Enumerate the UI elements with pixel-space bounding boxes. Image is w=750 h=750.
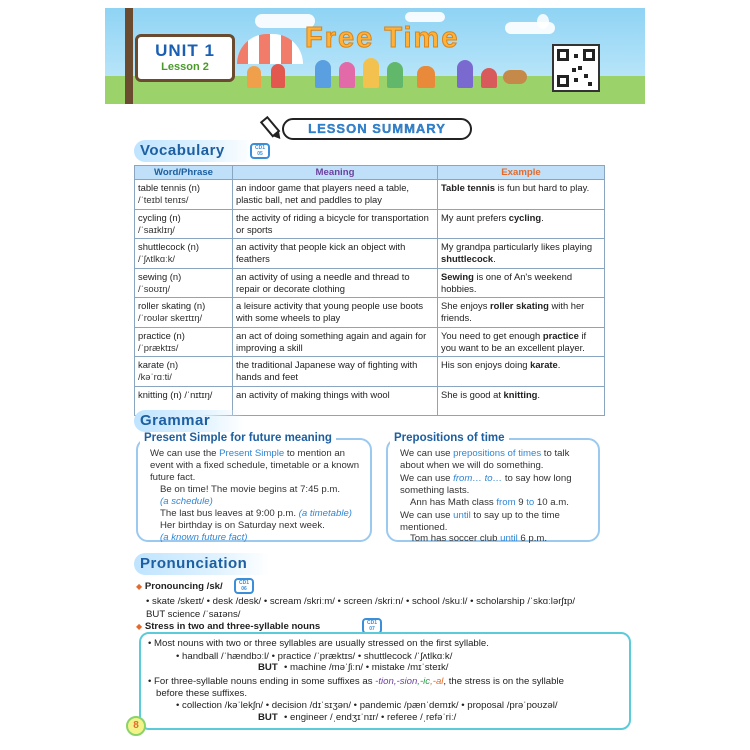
unit-title: UNIT 1 (155, 41, 215, 60)
sk-section-label: ◆ Pronouncing /sk/ (136, 581, 223, 592)
pronunciation-heading: Pronunciation (134, 553, 269, 575)
stress-but-2: BUT (258, 712, 278, 723)
vocab-ipa: /ˈʃʌtlkɑːk/ (138, 253, 175, 264)
person-illustration (363, 58, 379, 88)
cloud-decoration (405, 12, 445, 22)
example-timetable: The last bus leaves at 9:00 p.m. (a timetable) (160, 508, 352, 519)
vocab-meaning-cell: a leisure activity that young people use boots with some wheels to play (233, 298, 438, 328)
vocab-word-cell (135, 180, 233, 210)
column-header-example: Example (438, 166, 605, 180)
vocab-meaning-cell: an activity of using a needle and thread to repair or decorate clothing (233, 268, 438, 298)
vocab-word-cell (135, 357, 233, 387)
table-row (135, 327, 605, 357)
vocabulary-table (134, 165, 605, 416)
audio-cd-icon[interactable]: CD1 06 (234, 578, 254, 594)
vocab-ipa: /ˈteɪbl tenɪs/ (138, 194, 189, 205)
grammar-heading: Grammar (134, 410, 244, 432)
vocab-example-cell: Sewing is one of An's weekend hobbies. (438, 268, 605, 298)
table-row (135, 357, 605, 387)
umbrella-icon (237, 34, 303, 64)
signpost-icon (125, 8, 133, 104)
vocab-word: table tennis (n) (138, 182, 201, 193)
column-header-word: Word/Phrase (135, 166, 233, 180)
stress-rule-2-cont: before these suffixes. (156, 688, 248, 699)
vocab-word-cell (135, 209, 233, 239)
vocab-meaning-cell: an activity that people kick an object with feathers (233, 239, 438, 269)
prepositions-rule: We can use prepositions of times to talk about when we will do something. (400, 448, 570, 471)
vocab-word-cell (135, 298, 233, 328)
page-number: 8 (126, 716, 146, 736)
lesson-label: Lesson 2 (161, 61, 209, 73)
table-row (135, 298, 605, 328)
vocab-word: roller skating (n) (138, 300, 206, 311)
vocab-word: shuttlecock (n) (138, 241, 199, 252)
vocab-example-cell: My aunt prefers cycling. (438, 209, 605, 239)
stress-rule-1: • Most nouns with two or three syllables are usually stressed on the first syllable. (148, 638, 489, 649)
vocab-example-cell: She enjoys roller skating with her friends. (438, 298, 605, 328)
balloon-decoration (537, 14, 549, 29)
vocab-example-cell: Table tennis is fun but hard to play. (438, 180, 605, 210)
vocab-word: karate (n) (138, 359, 179, 370)
stress-exceptions-2: • engineer /ˌendʒɪˈnɪr/ • referee /ˌrefəˈriː/ (284, 712, 457, 723)
person-illustration (315, 60, 331, 88)
lesson-summary-banner (258, 112, 473, 142)
person-illustration (271, 64, 285, 88)
lesson-title: Free Time (305, 22, 460, 54)
table-header-row (135, 166, 605, 180)
stress-examples-2: • collection /kəˈlekʃn/ • decision /dɪˈsɪʒən/ • pandemic /pænˈdemɪk/ • proposal /prəˈpoʊzəl/ (176, 700, 558, 711)
sk-word-list: • skate /skeɪt/ • desk /desk/ • scream /skriːm/ • screen /skriːn/ • school /skuːl/ • scholarship /ˈskɑːlərʃɪp/ (146, 596, 575, 607)
until-rule: We can use until to say up to the time mentioned. (400, 510, 560, 533)
unit-signboard (135, 34, 235, 82)
until-example: Tom has soccer club until 6 p.m. (410, 533, 548, 544)
stress-exceptions-1: • machine /məˈʃiːn/ • mistake /mɪˈsteɪk/ (284, 662, 449, 673)
person-illustration (339, 62, 355, 88)
person-illustration (247, 66, 261, 88)
vocab-word: practice (n) (138, 329, 185, 341)
present-simple-rule: We can use the Present Simple to mention an event with a fixed schedule, timetable or a known future fact. (150, 448, 360, 483)
table-row (135, 239, 605, 269)
table-row (135, 209, 605, 239)
vocab-ipa: /kəˈrɑːti/ (138, 371, 172, 382)
example-schedule: Be on time! The movie begins at 7:45 p.m. (a schedule) (160, 484, 341, 507)
vocab-word-cell (135, 268, 233, 298)
vocab-example-cell: You need to get enough practice if you want to be an excellent player. (438, 327, 605, 357)
table-row (135, 268, 605, 298)
dog-illustration (503, 70, 527, 84)
from-to-example: Ann has Math class from 9 to 10 a.m. (410, 497, 569, 508)
vocab-ipa: /ˈsoʊɪŋ/ (138, 282, 171, 294)
stress-examples-1: • handball /ˈhændbɔːl/ • practice /ˈpræktɪs/ • shuttlecock /ˈʃʌtlkɑːk/ (176, 651, 453, 662)
vocab-meaning-cell: the activity of riding a bicycle for transportation or sports (233, 209, 438, 239)
table-row (135, 180, 605, 210)
lesson-summary-label: LESSON SUMMARY (282, 118, 472, 140)
vocab-example-cell: His son enjoys doing karate. (438, 357, 605, 387)
column-header-meaning: Meaning (233, 166, 438, 180)
stress-but-1: BUT (258, 662, 278, 673)
vocab-word: sewing (n) (138, 270, 182, 282)
audio-cd-icon[interactable]: CD1 07 (362, 618, 382, 634)
vocab-example-cell: My grandpa particularly likes playing shuttlecock. (438, 239, 605, 269)
vocab-word-cell (135, 239, 233, 269)
present-simple-title: Present Simple for future meaning (140, 432, 336, 444)
vocabulary-heading: Vocabulary (134, 140, 254, 162)
person-illustration (457, 60, 473, 88)
person-illustration (387, 62, 403, 88)
vocab-meaning-cell: the traditional Japanese way of fighting with hands and feet (233, 357, 438, 387)
vocab-example-cell: She is good at knitting. (438, 386, 605, 416)
vocab-word: knitting (n) /ˈnɪtɪŋ/ (138, 388, 213, 400)
person-illustration (481, 68, 497, 88)
prepositions-title: Prepositions of time (390, 432, 509, 444)
vocab-word: cycling (n) (138, 211, 181, 223)
audio-cd-icon[interactable]: CD1 05 (250, 143, 270, 159)
sk-exception: BUT science /ˈsaɪəns/ (146, 609, 241, 620)
stress-rule-2: • For three-syllable nouns ending in some suffixes as -tion,-sion,-ic,-al, the stress is on the syllable (148, 676, 564, 687)
example-future-fact: Her birthday is on Saturday next week. (a known future fact) (160, 520, 325, 543)
stress-section-label: ◆ Stress in two and three-syllable nouns (136, 621, 321, 632)
vocab-meaning-cell: an act of doing something again and again for improving a skill (233, 327, 438, 357)
vocab-meaning-cell: an activity of making things with wool (233, 386, 438, 416)
vocab-ipa: /ˈpræktɪs/ (138, 341, 179, 353)
vocab-ipa: /ˈroʊlər skeɪtɪŋ/ (138, 312, 203, 323)
qr-code-icon[interactable] (552, 44, 600, 92)
from-to-rule: We can use from… to… to say how long something lasts. (400, 473, 572, 496)
vocab-word-cell (135, 327, 233, 357)
unit-banner (105, 8, 645, 104)
vocab-meaning-cell: an indoor game that players need a table, plastic ball, net and paddles to play (233, 180, 438, 210)
person-illustration (417, 66, 435, 88)
vocab-ipa: /ˈsaɪklɪŋ/ (138, 223, 175, 235)
